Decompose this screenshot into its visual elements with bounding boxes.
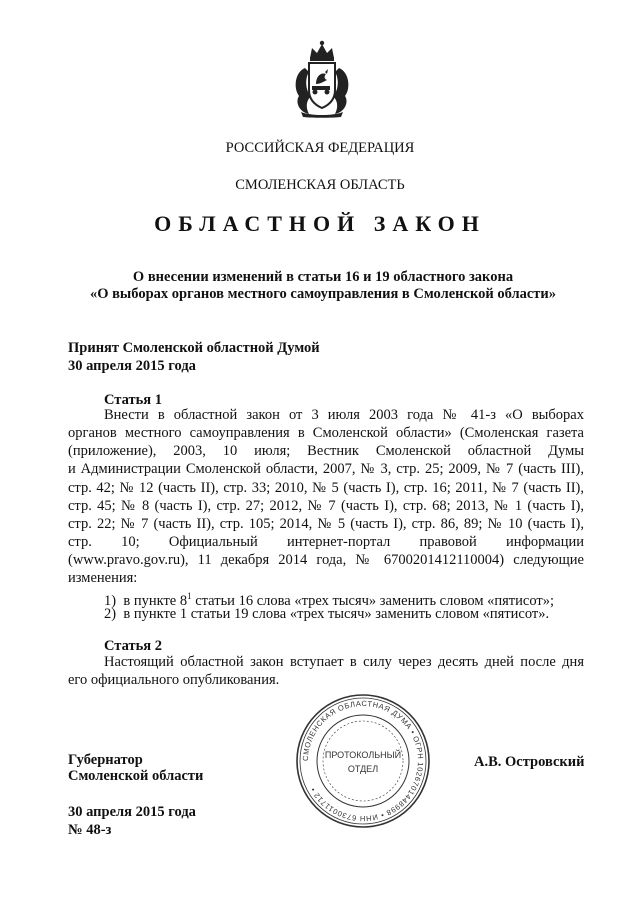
law-number: № 48-з xyxy=(68,822,112,838)
article-1-line: стр. 10; Официальный интернет-портал правовой информации xyxy=(68,534,584,550)
article-2-line: его официального опубликования. xyxy=(68,672,280,688)
item-text: статьи 16 слова «трех тысяч» заменить словом «пятисот»; xyxy=(191,592,555,609)
article-1-line: и Администрации Смоленской области, 2007, № 3, стр. 25; 2009, № 7 (часть III), xyxy=(68,461,584,477)
article-1-line: (www.pravo.gov.ru), 11 декабря 2014 года, № 6700201412110004) следующие xyxy=(68,552,584,568)
article-1-line: (приложение), 2003, 10 июля; Вестник Смоленской областной Думы xyxy=(68,443,584,459)
law-title-line-2: «О выборах органов местного самоуправления в Смоленской области» xyxy=(89,286,557,302)
article-2-heading: Статья 2 xyxy=(104,638,162,654)
coat-of-arms-icon xyxy=(291,38,353,118)
federation-heading: РОССИЙСКАЯ ФЕДЕРАЦИЯ xyxy=(225,140,415,156)
seal-center-line-1: ПРОТОКОЛЬНЫЙ xyxy=(324,750,402,760)
item-superscript: 1 xyxy=(187,591,192,601)
law-title-line-1: О внесении изменений в статьи 16 и 19 областного закона xyxy=(132,269,514,285)
document-type-heading: ОБЛАСТНОЙ ЗАКОН xyxy=(154,211,486,236)
article-1-line: органов местного самоуправления в Смоленской области» (Смоленская газета xyxy=(68,425,584,441)
official-seal-stamp xyxy=(294,692,432,830)
item-text: в пункте 1 статьи 19 слова «трех тысяч» заменить словом «пятисот». xyxy=(123,606,550,622)
governor-position: Губернатор xyxy=(68,752,143,768)
article-2-line: Настоящий областной закон вступает в силу через десять дней после дня xyxy=(104,654,584,670)
article-1-line: Внести в областной закон от 3 июля 2003 года № 41-з «О выборах xyxy=(104,407,584,423)
adoption-line-1: Принят Смоленской областной Думой xyxy=(68,340,320,356)
signing-date: 30 апреля 2015 года xyxy=(68,804,196,820)
amendment-item-2 xyxy=(104,605,549,623)
governor-region: Смоленской области xyxy=(68,768,204,784)
governor-name: А.В. Островский xyxy=(474,754,585,770)
seal-center-line-2: ОТДЕЛ xyxy=(347,764,379,774)
region-heading: СМОЛЕНСКАЯ ОБЛАСТЬ xyxy=(235,177,405,193)
article-1-line: изменения: xyxy=(68,570,138,586)
item-number: 1) xyxy=(104,592,117,609)
article-1-line: стр. 45; № 8 (часть I), стр. 27; 2012, № 7 (часть I), стр. 68; 2013, № 1 (часть I), xyxy=(68,498,584,514)
article-1-heading: Статья 1 xyxy=(104,392,162,408)
article-1-line: стр. 22; № 7 (часть II), стр. 105; 2014, № 5 (часть I), стр. 86, 89; № 10 (часть I), xyxy=(68,516,584,532)
item-text: в пункте 8 xyxy=(123,592,188,609)
adoption-date: 30 апреля 2015 года xyxy=(68,358,196,374)
article-1-line: стр. 42; № 12 (часть II), стр. 33; 2010, № 5 (часть I), стр. 16; 2011, № 7 (часть II), xyxy=(68,480,584,496)
item-number: 2) xyxy=(104,606,117,622)
seal-ring-text: СМОЛЕНСКАЯ ОБЛАСТНАЯ ДУМА • ОГРН 1026701448998 • ИНН 6730011712 • xyxy=(300,698,426,824)
svg-text:СМОЛЕНСКАЯ ОБЛАСТНАЯ ДУМА • ОГ xyxy=(301,699,425,823)
